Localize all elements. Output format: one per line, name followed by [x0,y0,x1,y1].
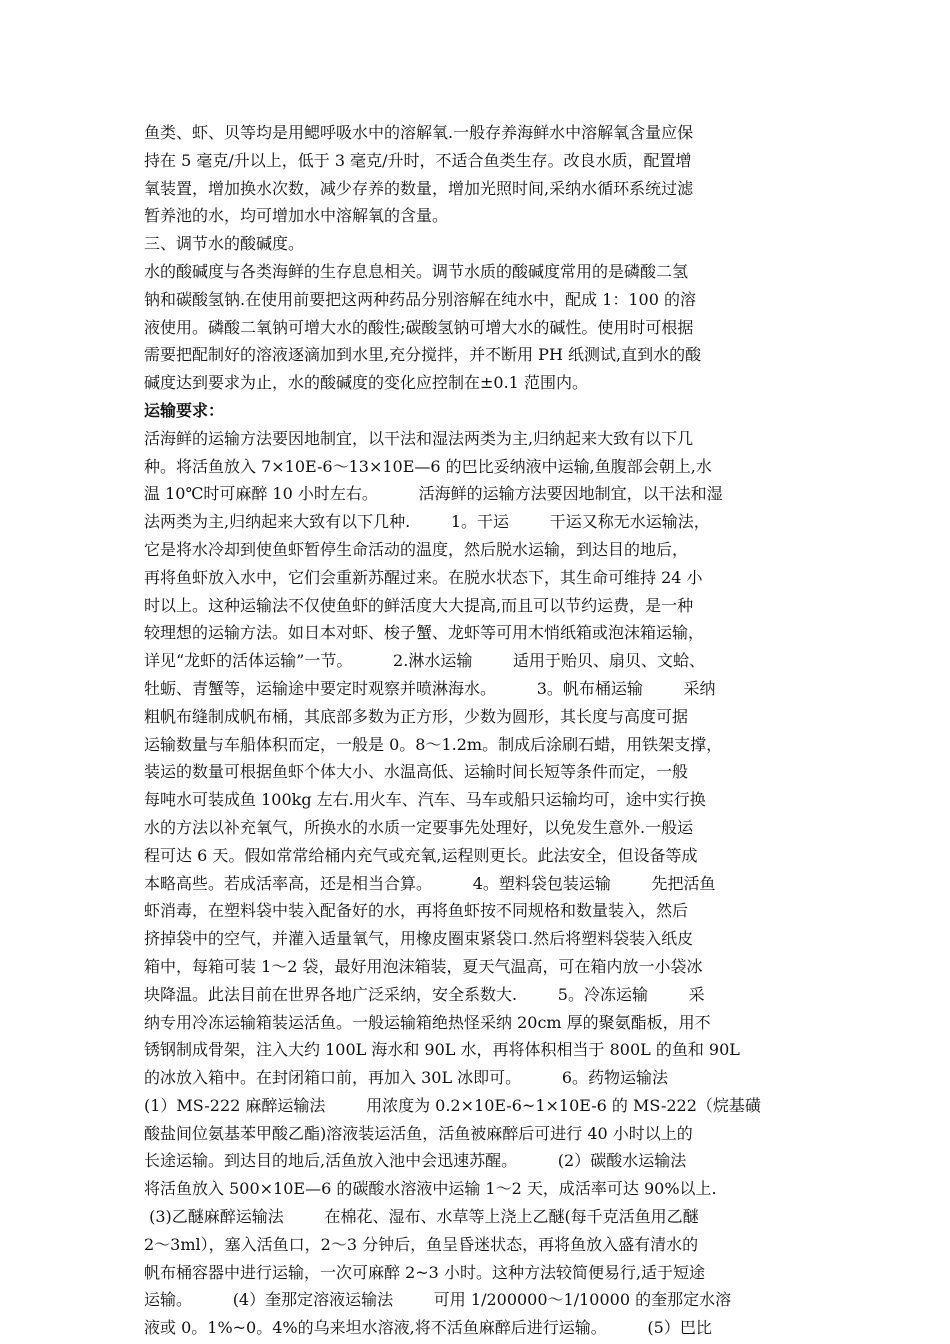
text-line-32: 块降温。此法目前在世界各地广泛采纳，安全系数大. 5。冷冻运输 采 [144,984,705,1004]
text-line-16: 它是将水冷却到使鱼虾暂停生命活动的温度，然后脱水运输，到达目的地后， [144,539,689,559]
text-line-27: 程可达 6 天。假如常常给桶内充气或充氧,运程则更长。此法安全，但设备等成 [144,845,698,865]
text-line-13: 种。将活鱼放入 7×10E-6～13×10E—6 的巴比妥纳液中运输,鱼腹部会朝上,水 [144,456,712,476]
text-line-7: 钠和碳酸氢钠.在使用前要把这两种药品分别溶解在纯水中，配成 1：100 的溶 [144,289,696,309]
document-body [144,119,812,1342]
section-heading-ph: 三、调节水的酸碱度。 [144,234,305,254]
text-line-33: 纳专用冷冻运输箱装运活鱼。一般运输箱绝热怪采纳 20cm 厚的聚氨酯板，用不 [144,1012,711,1032]
text-line-25: 每吨水可装成鱼 100kg 左右.用火车、汽车、马车或船只运输均可，途中实行换 [144,790,706,810]
text-line-2: 持在 5 毫克/升以上，低于 3 毫克/升时，不适合鱼类生存。改良水质，配置增 [144,150,692,170]
text-line-20: 详见“龙虾的活体运输”一节。 2.淋水运输 适用于贻贝、扇贝、文蛤、 [144,651,706,671]
text-line-3: 氧装置，增加换水次数，减少存养的数量，增加光照时间,采纳水循环系统过滤 [144,178,694,198]
text-line-26: 水的方法以补充氧气，所换水的水质一定要事先处理好，以免发生意外.一般运 [144,817,694,837]
text-line-8: 液使用。磷酸二氧钠可增大水的酸性;碳酸氢钠可增大水的碱性。使用时可根据 [144,317,694,337]
text-line-10: 碱度达到要求为止，水的酸碱度的变化应控制在±0.1 范围内。 [144,373,588,393]
text-line-24: 装运的数量可根据鱼虾个体大小、水温高低、运输时间长短等条件而定，一般 [144,762,689,782]
text-line-9: 需要把配制好的溶液逐滴加到水里,充分搅拌，并不断用 PH 纸测试,直到水的酸 [144,345,702,365]
text-line-15: 法两类为主,归纳起来大致有以下几种. 1。干运 干运又称无水运输法， [144,512,710,532]
text-line-12: 活海鲜的运输方法要因地制宜，以干法和湿法两类为主,归纳起来大致有以下几 [144,428,694,448]
text-line-14: 温 10℃时可麻醉 10 小时左右。 活海鲜的运输方法要因地制宜，以干法和湿 [144,484,723,504]
text-line-31: 箱中，每箱可装 1～2 袋，最好用泡沫箱装，夏天气温高，可在箱内放一小袋冰 [144,956,703,976]
text-line-38: 长途运输。到达目的地后,活鱼放入池中会迅速苏醒。 (2）碳酸水运输法 [144,1151,687,1171]
text-line-37: 酸盐间位氨基苯甲酸乙酯)溶液装运活鱼，活鱼被麻醉后可进行 40 小时以上的 [144,1123,693,1143]
text-line-44: 液或 0。1%~0。4%的乌来坦水溶液,将不活鱼麻醉后进行运输。 (5）巴比 [144,1318,712,1338]
text-line-39: 将活鱼放入 500×10E—6 的碳酸水溶液中运输 1～2 天，成活率可达 90%以上. [144,1179,717,1199]
text-line-4: 暂养池的水，均可增加水中溶解氧的含量。 [144,206,449,226]
text-line-18: 时以上。这种运输法不仅使鱼虾的鲜活度大大提高,而且可以节约运费，是一种 [144,595,694,615]
text-line-43: 运输。 (4）奎那定溶液运输法 可用 1/200000～1/10000 的奎那定水溶 [144,1290,732,1310]
text-line-22: 粗帆布缝制成帆布桶，其底部多数为正方形，少数为圆形，其长度与高度可据 [144,706,689,726]
text-line-19: 较理想的运输方法。如日本对虾、梭子蟹、龙虾等可用木悄纸箱或泡沫箱运输， [144,623,705,643]
text-line-35: 的冰放入箱中。在封闭箱口前，再加入 30L 冰即可。 6。药物运输法 [144,1068,669,1088]
text-line-41: 2～3ml），塞入活鱼口，2～3 分钟后，鱼呈昏迷状态，再将鱼放入盛有清水的 [144,1234,699,1254]
text-line-21: 牡蛎、青蟹等，运输途中要定时观察并喷淋海水。 3。帆布桶运输 采纳 [144,678,716,698]
text-line-34: 锈钢制成骨架，注入大约 100L 海水和 90L 水，再将体积相当于 800L 的鱼和 90L [144,1040,740,1060]
text-line-23: 运输数量与车船体积而定，一般是 0。8～1.2m。制成后涂刷石蜡，用铁架支撑， [144,734,723,754]
text-line-1: 鱼类、虾、贝等均是用鳃呼吸水中的溶解氧.一般存养海鲜水中溶解氧含量应保 [144,123,694,142]
text-line-6: 水的酸碱度与各类海鲜的生存息息相关。调节水质的酸碱度常用的是磷酸二氢 [144,261,689,281]
text-line-42: 帆布桶容器中进行运输，一次可麻醉 2~3 小时。这种方法较简便易行,适于短途 [144,1262,706,1282]
text-line-28: 本略高些。若成活率高，还是相当合算。 4。塑料袋包装运输 先把活鱼 [144,873,716,893]
text-line-29: 虾消毒，在塑料袋中装入配备好的水，再将鱼虾按不同规格和数量装入，然后 [144,901,689,921]
text-line-36: (1）MS-222 麻醉运输法 用浓度为 0.2×10E-6~1×10E-6 的 MS-222（烷基磺 [144,1095,761,1115]
section-heading-transport: 运输要求： [144,400,225,420]
text-line-17: 再将鱼虾放入水中，它们会重新苏醒过来。在脱水状态下，其生命可维持 24 小 [144,567,703,587]
text-line-30: 挤掉袋中的空气，并灌入适量氧气，用橡皮圈束紧袋口.然后将塑料袋装入纸皮 [144,929,694,949]
text-line-40: (3)乙醚麻醉运输法 在棉花、湿布、水草等上浇上乙醚(每千克活鱼用乙醚 [144,1207,699,1227]
